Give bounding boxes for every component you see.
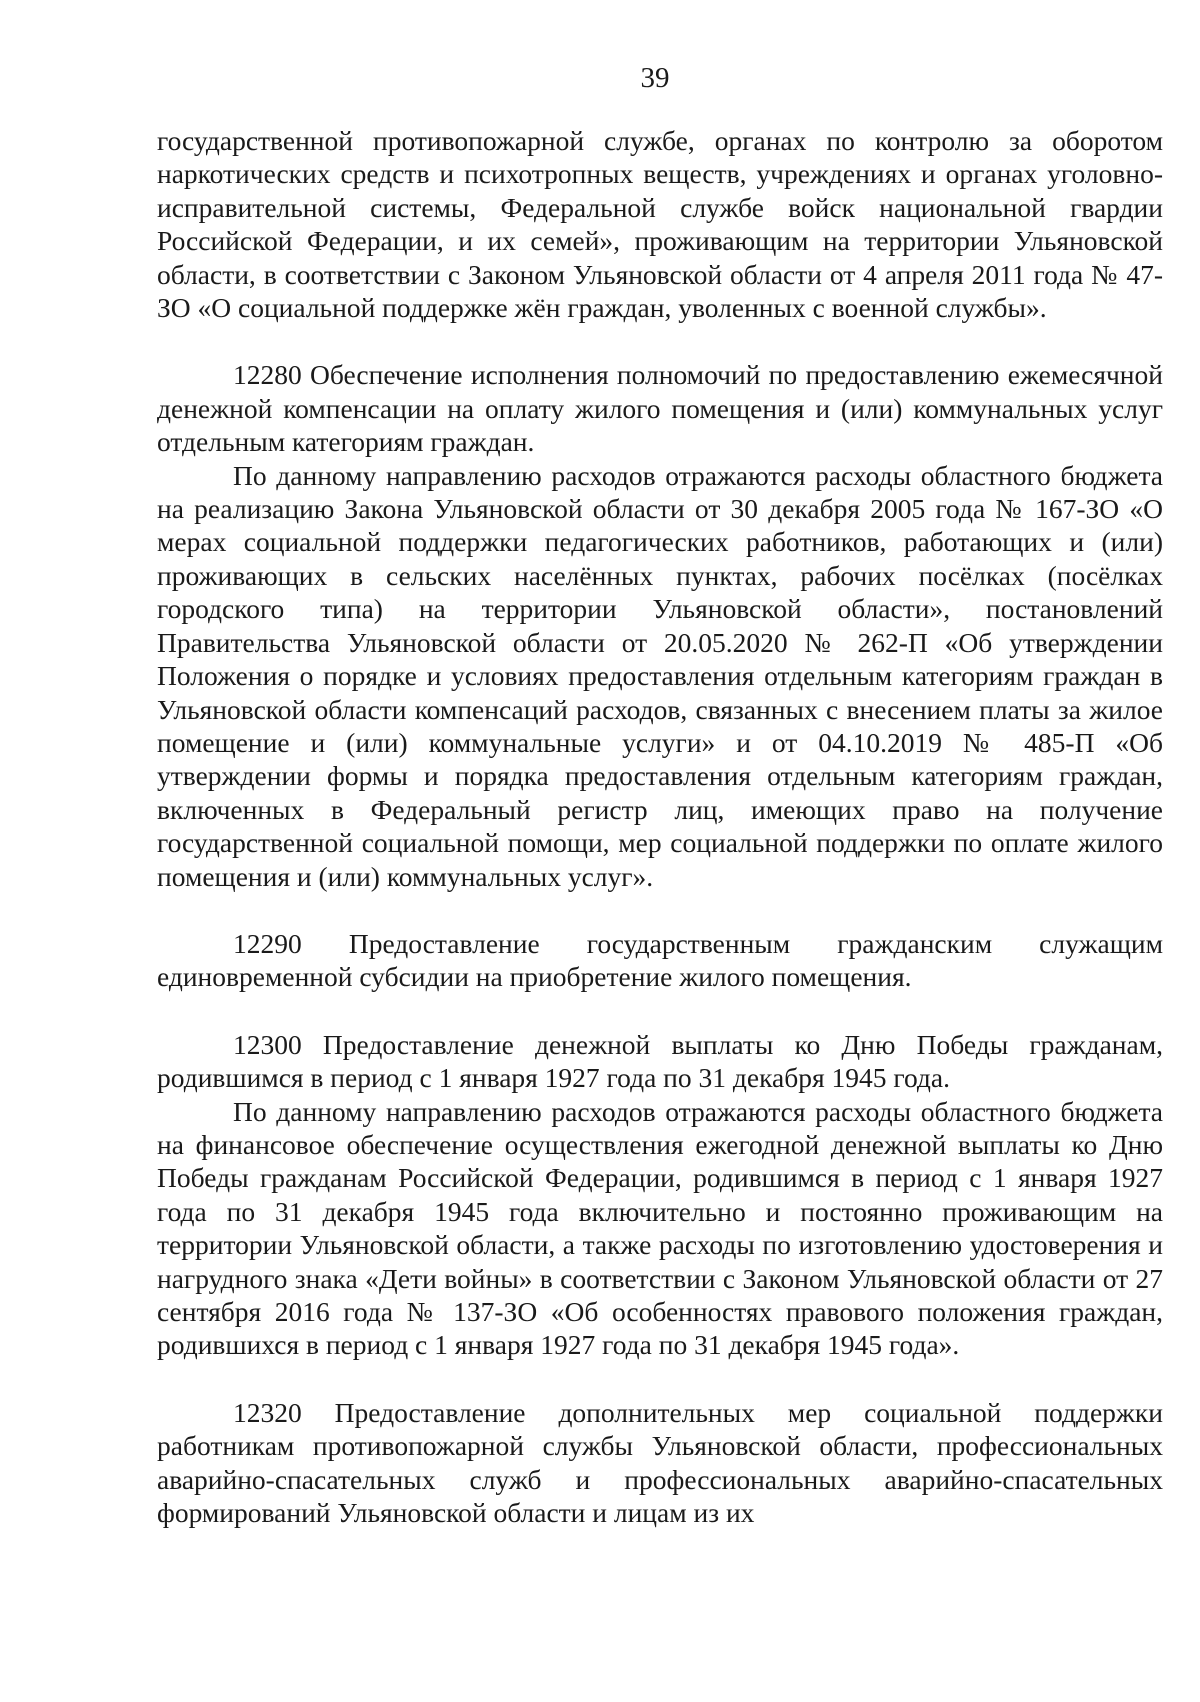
paragraph-code-12280: 12280 Обеспечение исполнения полномочий по предоставлению ежемесячной денежной компенсации на оплату жилого помещения и (или) коммунальных услуг отдельным категориям граждан. [157,359,1163,458]
page-number: 39 [640,62,670,94]
paragraph-code-12290: 12290 Предоставление государственным гражданским служащим единовременной субсидии на приобретение жилого помещения. [157,927,1163,993]
paragraph-code-12300: 12300 Предоставление денежной выплаты ко Дню Победы гражданам, родившимся в период с 1 января 1927 года по 31 декабря 1945 года. [157,1028,1163,1094]
paragraph-12280-description: По данному направлению расходов отражаются расходы областного бюджета на реализацию Закона Ульяновской области от 30 декабря 2005 года № 167-ЗО «О мерах социальной поддержки педагогических работников, работающих и (или) проживающих в сельских населённых пунктах, рабочих посёлках (посёлках городского типа) на территории Ульяновской области», постановлений Правительства Ульяновской области от 20.05.2020 № 262-П «Об утверждении Положения о порядке и условиях предоставления отдельным категориям граждан в Ульяновской области компенсаций расходов, связанных с внесением платы за жилое помещение и (или) коммунальные услуги» и от 04.10.2019 № 485-П «Об утверждении формы и порядка предоставления отдельным категориям граждан, включенных в Федеральный регистр лиц, имеющих право на получение государственной социальной помощи, мер социальной поддержки по оплате жилого помещения и (или) коммунальных услуг». [157,459,1163,892]
paragraph-code-12320: 12320 Предоставление дополнительных мер социальной поддержки работникам противопожарной службы Ульяновской области, профессиональных аварийно-спасательных служб и профессиональных аварийно-спасательных формирований Ульяновской области и лицам из их [157,1396,1163,1529]
document-body [157,124,1163,1529]
paragraph-12300-description: По данному направлению расходов отражаются расходы областного бюджета на финансовое обеспечение осуществления ежегодной денежной выплаты ко Дню Победы гражданам Российской Федерации, родившимся в период с 1 января 1927 года по 31 декабря 1945 года включительно и постоянно проживающим на территории Ульяновской области, а также расходы по изготовлению удостоверения и нагрудного знака «Дети войны» в соответствии с Законом Ульяновской области от 27 сентября 2016 года № 137-ЗО «Об особенностях правового положения граждан, родившихся в период с 1 января 1927 года по 31 декабря 1945 года». [157,1095,1163,1361]
paragraph-continuation: государственной противопожарной службе, органах по контролю за оборотом наркотических средств и психотропных веществ, учреждениях и органах уголовно-исправительной системы, Федеральной службе войск национальной гвардии Российской Федерации, и их семей», проживающим на территории Ульяновской области, в соответствии с Законом Ульяновской области от 4 апреля 2011 года № 47-ЗО «О социальной поддержке жён граждан, уволенных с военной службы». [157,125,1163,324]
